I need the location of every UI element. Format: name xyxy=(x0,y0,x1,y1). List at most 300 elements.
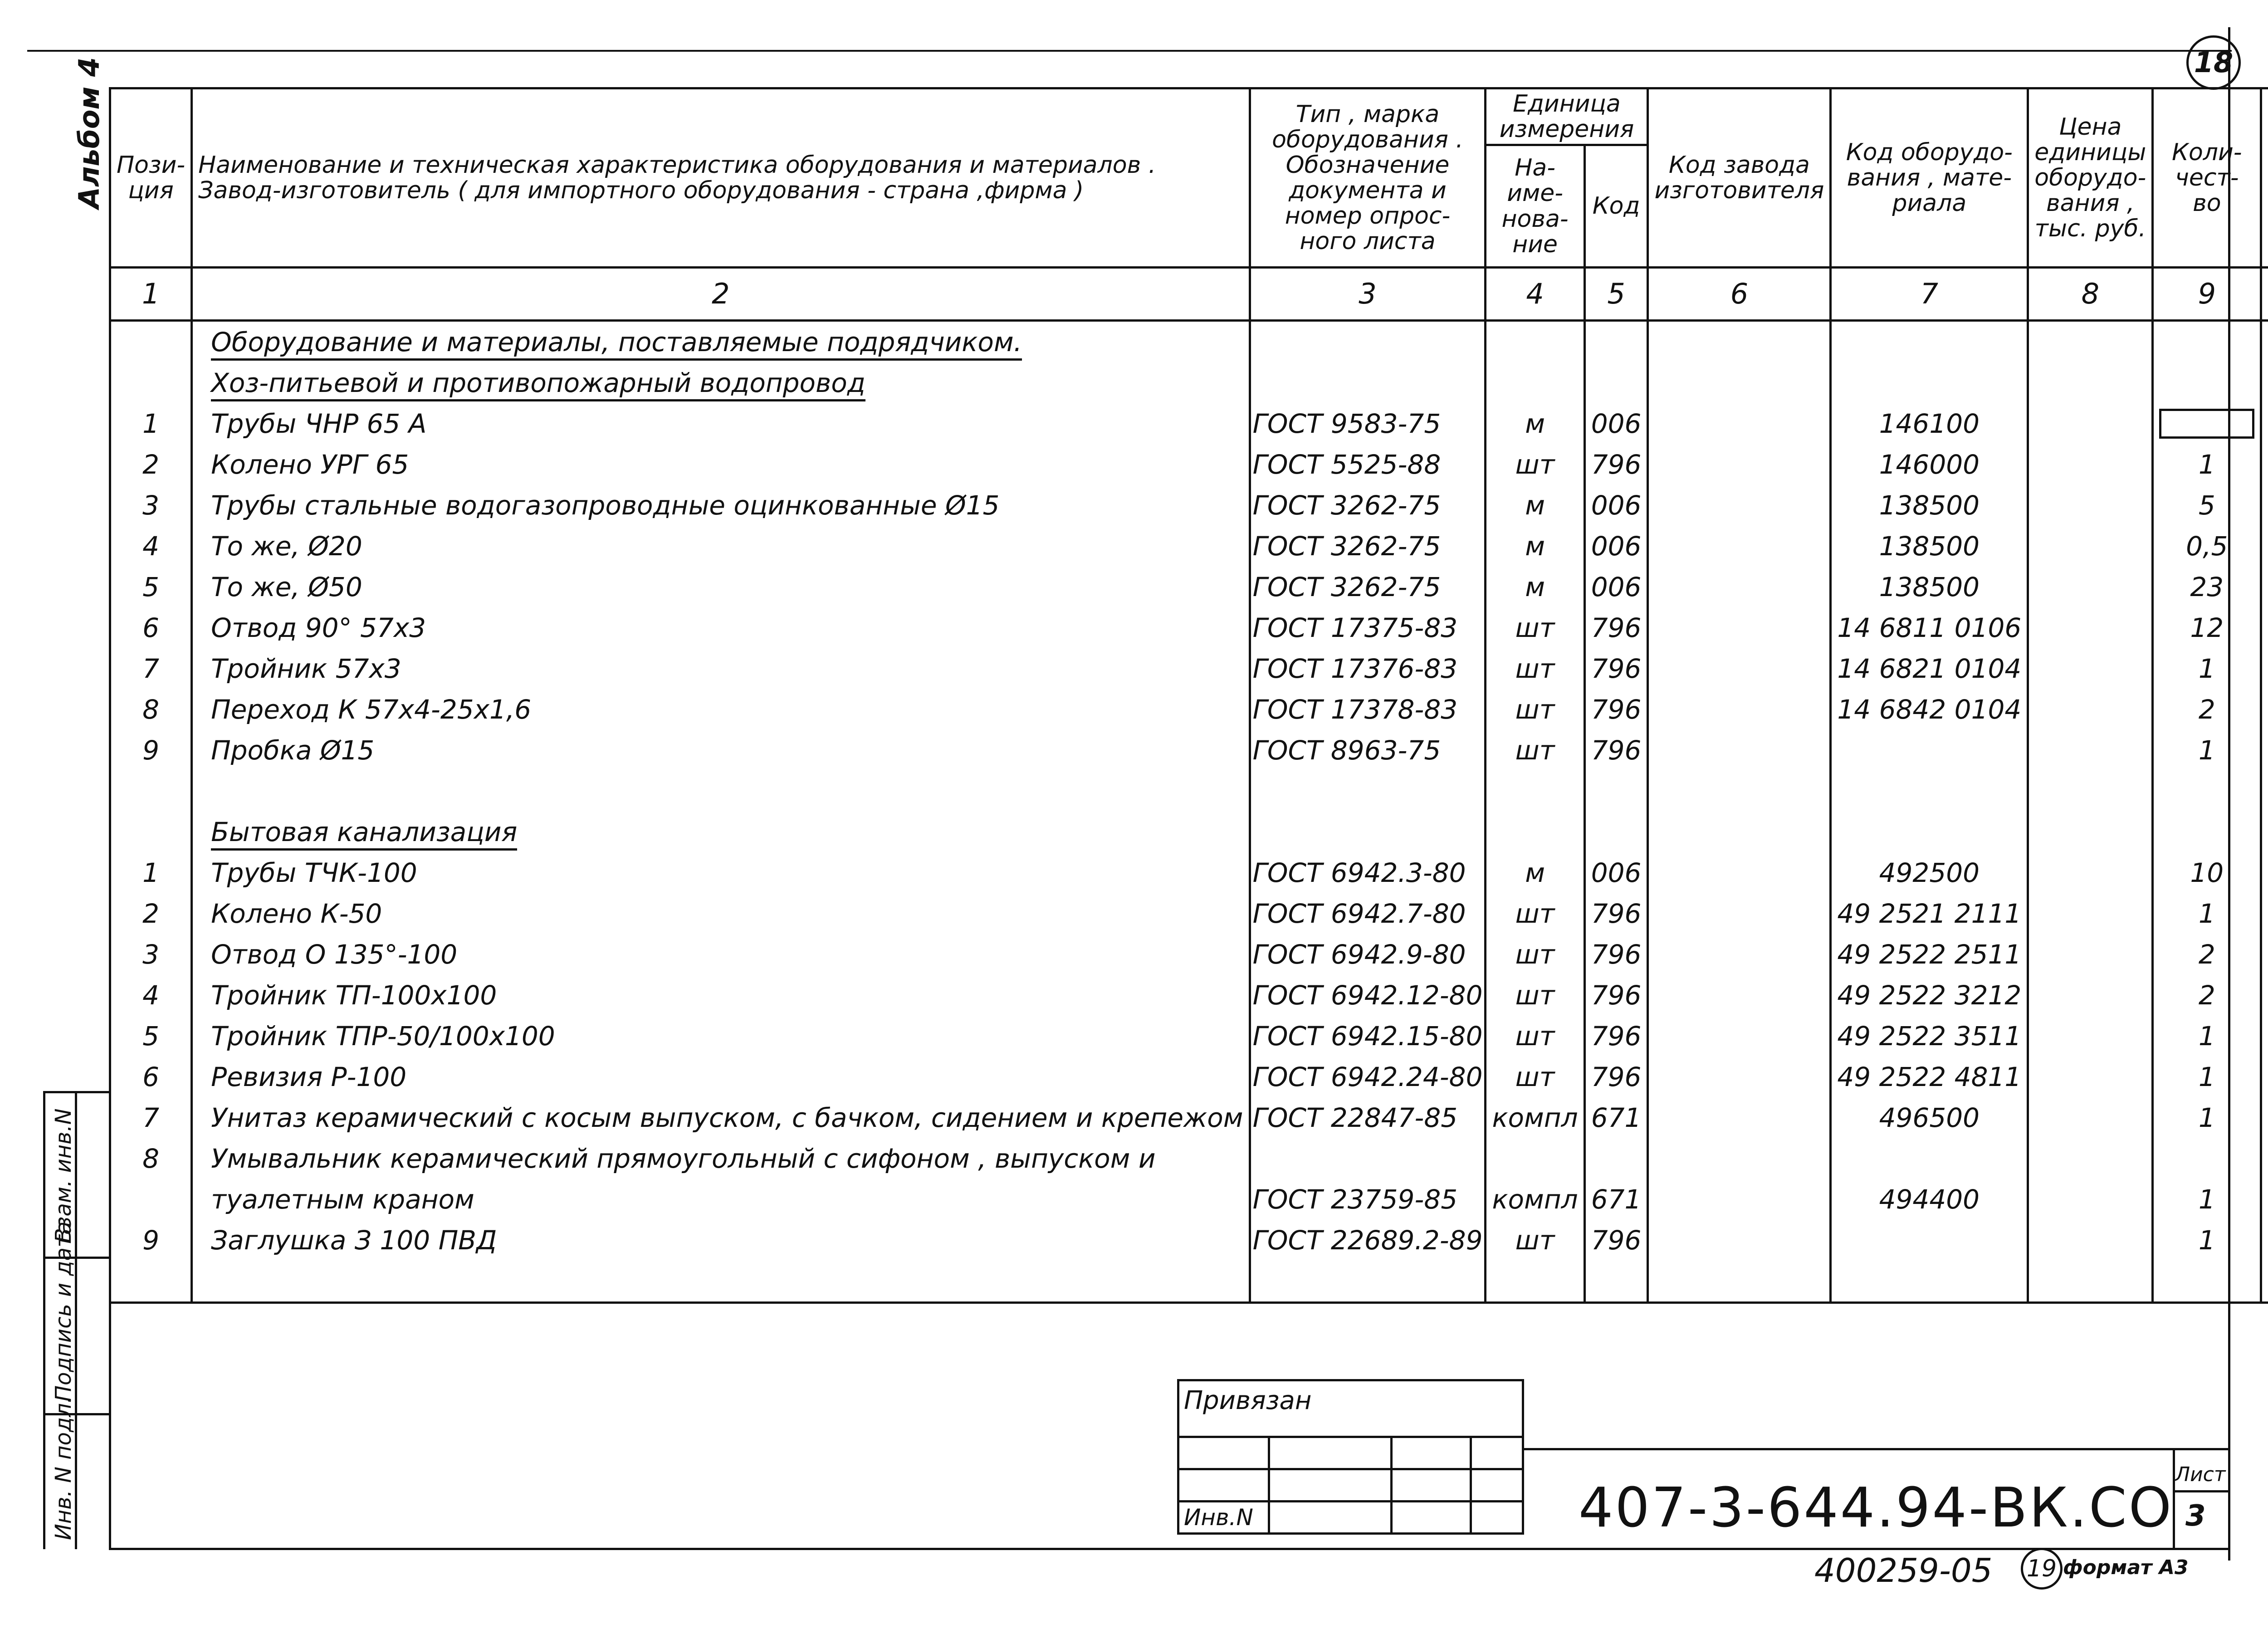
standard-cell: ГОСТ 3262-75 xyxy=(1250,567,1486,607)
table-row xyxy=(110,485,2268,526)
plant-code-cell xyxy=(1648,812,1831,852)
position-cell: 5 xyxy=(110,567,192,607)
quantity-cell xyxy=(2153,812,2261,852)
item-name-cell: Трубы ТЧК-100 xyxy=(192,852,1250,893)
item-name-cell: Колено УРГ 65 xyxy=(192,444,1250,485)
standard-cell: ГОСТ 17378-83 xyxy=(1250,689,1486,730)
mass-cell xyxy=(2261,1179,2268,1220)
position-cell: 3 xyxy=(110,485,192,526)
position-cell: 1 xyxy=(110,852,192,893)
standard-cell xyxy=(1250,321,1486,363)
header-name: Наименование и техническая характеристика оборудования и материалов . Завод-изготовитель ( для импортного оборудования - страна ,фирма ) xyxy=(192,88,1250,268)
unit-cell: м xyxy=(1486,403,1584,444)
price-cell xyxy=(2028,607,2153,648)
mass-cell xyxy=(2261,444,2268,485)
equipment-code-cell: 49 2522 4811 xyxy=(1831,1057,2028,1097)
position-cell: 1 xyxy=(110,403,192,444)
mass-cell xyxy=(2261,607,2268,648)
price-cell xyxy=(2028,1179,2153,1220)
plant-code-cell xyxy=(1648,648,1831,689)
mass-cell xyxy=(2261,485,2268,526)
header-mass xyxy=(2261,88,2268,268)
plant-code-cell xyxy=(1648,1097,1831,1138)
unit-code-cell: 671 xyxy=(1584,1179,1648,1220)
quantity-empty-box xyxy=(2159,409,2254,439)
quantity-cell: 2 xyxy=(2153,934,2261,975)
title-block-stamp xyxy=(1177,1379,1524,1535)
archive-circle: 19 xyxy=(2021,1548,2063,1590)
column-number: 5 xyxy=(1584,268,1648,321)
table-row xyxy=(110,321,2268,363)
quantity-cell: 1 xyxy=(2153,1016,2261,1057)
equipment-code-cell: 494400 xyxy=(1831,1179,2028,1220)
header-unit-name: На- име- нова- ние xyxy=(1486,145,1584,268)
specification-table xyxy=(109,87,2268,1304)
plant-code-cell xyxy=(1648,321,1831,363)
quantity-cell xyxy=(2153,321,2261,363)
unit-code-cell: 796 xyxy=(1584,444,1648,485)
item-name-cell: Бытовая канализация xyxy=(192,812,1250,852)
archive-number: 400259-05 xyxy=(1814,1551,1993,1590)
item-name-cell: Оборудование и материалы, поставляемые подрядчиком. xyxy=(192,321,1250,363)
quantity-cell: 10 xyxy=(2153,852,2261,893)
equipment-code-cell xyxy=(1831,1138,2028,1179)
standard-cell: ГОСТ 17376-83 xyxy=(1250,648,1486,689)
mass-cell xyxy=(2261,893,2268,934)
equipment-code-cell xyxy=(1831,1261,2028,1303)
plant-code-cell xyxy=(1648,852,1831,893)
price-cell xyxy=(2028,648,2153,689)
quantity-cell: 2 xyxy=(2153,689,2261,730)
item-name-cell: Хоз-питьевой и противопожарный водопровод xyxy=(192,362,1250,403)
standard-cell: ГОСТ 6942.24-80 xyxy=(1250,1057,1486,1097)
item-name-cell: То же, Ø50 xyxy=(192,567,1250,607)
standard-cell: ГОСТ 6942.3-80 xyxy=(1250,852,1486,893)
doc-code: 407-3-644.94-ВК.СО xyxy=(1579,1477,2174,1540)
standard-cell: ГОСТ 8963-75 xyxy=(1250,730,1486,771)
item-name-cell: То же, Ø20 xyxy=(192,526,1250,567)
mass-cell xyxy=(2261,934,2268,975)
price-cell xyxy=(2028,526,2153,567)
item-name-cell: Переход К 57х4-25х1,6 xyxy=(192,689,1250,730)
unit-cell: шт xyxy=(1486,1220,1584,1261)
unit-cell: шт xyxy=(1486,689,1584,730)
item-name-cell xyxy=(192,771,1250,812)
table-row xyxy=(110,1057,2268,1097)
equipment-code-cell: 14 6821 0104 xyxy=(1831,648,2028,689)
mass-cell xyxy=(2261,648,2268,689)
paper-format: формат А3 xyxy=(2063,1556,2189,1579)
plant-code-cell xyxy=(1648,1220,1831,1261)
position-cell xyxy=(110,771,192,812)
column-number: 2 xyxy=(192,268,1250,321)
equipment-code-cell: 138500 xyxy=(1831,485,2028,526)
plant-code-cell xyxy=(1648,975,1831,1016)
unit-cell: м xyxy=(1486,852,1584,893)
column-number: 7 xyxy=(1831,268,2028,321)
sheet-label: Лист xyxy=(2175,1463,2226,1486)
equipment-code-cell: 138500 xyxy=(1831,526,2028,567)
equipment-code-cell xyxy=(1831,321,2028,363)
equipment-code-cell: 14 6842 0104 xyxy=(1831,689,2028,730)
header-qty: Коли- чест- во xyxy=(2153,88,2261,268)
position-cell: 6 xyxy=(110,607,192,648)
table-row xyxy=(110,1261,2268,1303)
unit-code-cell: 796 xyxy=(1584,1220,1648,1261)
standard-cell xyxy=(1250,1138,1486,1179)
mass-cell xyxy=(2261,1220,2268,1261)
item-name-cell xyxy=(192,1261,1250,1303)
standard-cell: ГОСТ 5525-88 xyxy=(1250,444,1486,485)
header-unit: Единица измерения xyxy=(1486,88,1648,145)
position-cell: 9 xyxy=(110,730,192,771)
standard-cell: ГОСТ 6942.7-80 xyxy=(1250,893,1486,934)
mass-cell xyxy=(2261,852,2268,893)
table-row xyxy=(110,771,2268,812)
unit-code-cell xyxy=(1584,1138,1648,1179)
position-cell: 7 xyxy=(110,1097,192,1138)
position-cell: 7 xyxy=(110,648,192,689)
position-cell: 4 xyxy=(110,975,192,1016)
unit-code-cell: 006 xyxy=(1584,485,1648,526)
position-cell: 4 xyxy=(110,526,192,567)
side-label-replaced-inv: Взам. инв.N xyxy=(51,1108,76,1243)
standard-cell: ГОСТ 6942.12-80 xyxy=(1250,975,1486,1016)
plant-code-cell xyxy=(1648,403,1831,444)
table-row xyxy=(110,852,2268,893)
plant-code-cell xyxy=(1648,1261,1831,1303)
plant-code-cell xyxy=(1648,607,1831,648)
quantity-cell: 23 xyxy=(2153,567,2261,607)
position-cell xyxy=(110,812,192,852)
equipment-code-cell xyxy=(1831,1220,2028,1261)
equipment-code-cell: 492500 xyxy=(1831,852,2028,893)
item-name-cell: Отвод О 135°-100 xyxy=(192,934,1250,975)
mass-cell xyxy=(2261,975,2268,1016)
column-number: 1 xyxy=(110,268,192,321)
stamp-bound-label: Привязан xyxy=(1178,1380,1523,1437)
price-cell xyxy=(2028,1138,2153,1179)
unit-cell: м xyxy=(1486,567,1584,607)
plant-code-cell xyxy=(1648,1179,1831,1220)
position-cell xyxy=(110,1179,192,1220)
equipment-code-cell: 49 2522 3212 xyxy=(1831,975,2028,1016)
equipment-code-cell: 49 2522 3511 xyxy=(1831,1016,2028,1057)
stamp-inv-label: Инв.N xyxy=(1178,1502,1269,1534)
plant-code-cell xyxy=(1648,485,1831,526)
unit-code-cell: 006 xyxy=(1584,852,1648,893)
item-name-cell: Унитаз керамический с косым выпуском, с бачком, сидением и крепежом xyxy=(192,1097,1250,1138)
mass-cell xyxy=(2261,1057,2268,1097)
price-cell xyxy=(2028,321,2153,363)
unit-code-cell xyxy=(1584,771,1648,812)
unit-code-cell xyxy=(1584,321,1648,363)
plant-code-cell xyxy=(1648,934,1831,975)
unit-cell: м xyxy=(1486,526,1584,567)
price-cell xyxy=(2028,1057,2153,1097)
price-cell xyxy=(2028,975,2153,1016)
table-row xyxy=(110,1016,2268,1057)
item-name-cell: Пробка Ø15 xyxy=(192,730,1250,771)
item-name-cell: Тройник ТП-100х100 xyxy=(192,975,1250,1016)
item-name-cell: Колено К-50 xyxy=(192,893,1250,934)
table-row xyxy=(110,1097,2268,1138)
unit-code-cell xyxy=(1584,362,1648,403)
quantity-cell xyxy=(2153,1261,2261,1303)
item-name-cell: Трубы ЧНР 65 А xyxy=(192,403,1250,444)
quantity-cell xyxy=(2153,1138,2261,1179)
mass-cell xyxy=(2261,730,2268,771)
equipment-code-cell: 14 6811 0106 xyxy=(1831,607,2028,648)
unit-cell: шт xyxy=(1486,730,1584,771)
unit-code-cell: 671 xyxy=(1584,1097,1648,1138)
unit-code-cell: 796 xyxy=(1584,730,1648,771)
unit-cell: компл xyxy=(1486,1097,1584,1138)
equipment-code-cell: 146100 xyxy=(1831,403,2028,444)
unit-cell: шт xyxy=(1486,1016,1584,1057)
unit-code-cell: 796 xyxy=(1584,893,1648,934)
price-cell xyxy=(2028,1016,2153,1057)
unit-code-cell: 796 xyxy=(1584,1057,1648,1097)
item-name-cell: Тройник 57х3 xyxy=(192,648,1250,689)
standard-cell: ГОСТ 22689.2-89 xyxy=(1250,1220,1486,1261)
side-label-signature-date: Подпись и дата xyxy=(51,1221,76,1402)
column-number: 4 xyxy=(1486,268,1584,321)
unit-cell xyxy=(1486,1261,1584,1303)
header-plant-code: Код завода изготовителя xyxy=(1648,88,1831,268)
position-cell: 9 xyxy=(110,1220,192,1261)
unit-cell: компл xyxy=(1486,1179,1584,1220)
quantity-cell: 5 xyxy=(2153,485,2261,526)
unit-code-cell: 796 xyxy=(1584,648,1648,689)
item-name-cell: Тройник ТПР-50/100х100 xyxy=(192,1016,1250,1057)
plant-code-cell xyxy=(1648,567,1831,607)
unit-code-cell xyxy=(1584,812,1648,852)
price-cell xyxy=(2028,567,2153,607)
table-row xyxy=(110,567,2268,607)
price-cell xyxy=(2028,1220,2153,1261)
position-cell: 3 xyxy=(110,934,192,975)
table-row xyxy=(110,607,2268,648)
unit-code-cell: 796 xyxy=(1584,607,1648,648)
position-cell xyxy=(110,321,192,363)
unit-cell: м xyxy=(1486,485,1584,526)
plant-code-cell xyxy=(1648,1057,1831,1097)
standard-cell xyxy=(1250,362,1486,403)
table-row xyxy=(110,1138,2268,1179)
unit-cell: шт xyxy=(1486,444,1584,485)
quantity-cell: 1 xyxy=(2153,444,2261,485)
table-row xyxy=(110,362,2268,403)
quantity-cell: 1 xyxy=(2153,648,2261,689)
quantity-cell xyxy=(2153,771,2261,812)
table-row xyxy=(110,812,2268,852)
price-cell xyxy=(2028,444,2153,485)
header-equip-code: Код оборудо- вания , мате- риала xyxy=(1831,88,2028,268)
album-label: Альбом 4 xyxy=(73,57,106,209)
mass-cell xyxy=(2261,321,2268,363)
plant-code-cell xyxy=(1648,1016,1831,1057)
unit-cell: шт xyxy=(1486,934,1584,975)
item-name-cell: туалетным краном xyxy=(192,1179,1250,1220)
price-cell xyxy=(2028,852,2153,893)
plant-code-cell xyxy=(1648,893,1831,934)
column-number: 6 xyxy=(1648,268,1831,321)
mass-cell xyxy=(2261,1261,2268,1303)
item-name-cell: Отвод 90° 57х3 xyxy=(192,607,1250,648)
price-cell xyxy=(2028,362,2153,403)
position-cell: 2 xyxy=(110,893,192,934)
equipment-code-cell: 138500 xyxy=(1831,567,2028,607)
mass-cell xyxy=(2261,567,2268,607)
standard-cell: ГОСТ 6942.15-80 xyxy=(1250,1016,1486,1057)
header-type: Тип , марка оборудования . Обозначение документа и номер опрос- ного листа xyxy=(1250,88,1486,268)
standard-cell: ГОСТ 3262-75 xyxy=(1250,485,1486,526)
mass-cell xyxy=(2261,1097,2268,1138)
column-number xyxy=(2261,268,2268,321)
position-cell: 5 xyxy=(110,1016,192,1057)
column-number: 9 xyxy=(2153,268,2261,321)
standard-cell: ГОСТ 6942.9-80 xyxy=(1250,934,1486,975)
quantity-cell xyxy=(2153,362,2261,403)
quantity-cell xyxy=(2153,403,2261,444)
price-cell xyxy=(2028,812,2153,852)
column-number: 3 xyxy=(1250,268,1486,321)
table-row xyxy=(110,934,2268,975)
header-price: Цена единицы оборудо- вания , тыс. руб. xyxy=(2028,88,2153,268)
equipment-code-cell xyxy=(1831,771,2028,812)
item-name-cell: Ревизия Р-100 xyxy=(192,1057,1250,1097)
quantity-cell: 1 xyxy=(2153,893,2261,934)
mass-cell xyxy=(2261,812,2268,852)
quantity-cell: 2 xyxy=(2153,975,2261,1016)
unit-cell xyxy=(1486,771,1584,812)
item-name-cell: Трубы стальные водогазопроводные оцинкованные Ø15 xyxy=(192,485,1250,526)
position-cell: 8 xyxy=(110,1138,192,1179)
price-cell xyxy=(2028,485,2153,526)
mass-cell xyxy=(2261,1016,2268,1057)
quantity-cell: 1 xyxy=(2153,730,2261,771)
table-row xyxy=(110,648,2268,689)
unit-cell xyxy=(1486,362,1584,403)
price-cell xyxy=(2028,934,2153,975)
table-row xyxy=(110,730,2268,771)
quantity-cell: 1 xyxy=(2153,1057,2261,1097)
equipment-code-cell xyxy=(1831,362,2028,403)
mass-cell xyxy=(2261,362,2268,403)
unit-cell xyxy=(1486,321,1584,363)
table-row xyxy=(110,1179,2268,1220)
price-cell xyxy=(2028,771,2153,812)
mass-cell xyxy=(2261,689,2268,730)
quantity-cell: 12 xyxy=(2153,607,2261,648)
standard-cell: ГОСТ 9583-75 xyxy=(1250,403,1486,444)
quantity-cell: 0,5 xyxy=(2153,526,2261,567)
table-row xyxy=(110,975,2268,1016)
unit-code-cell: 006 xyxy=(1584,526,1648,567)
sheet-circle: 18 xyxy=(2186,35,2241,90)
mass-cell xyxy=(2261,403,2268,444)
sheet-value: 3 xyxy=(2185,1499,2206,1533)
standard-cell xyxy=(1250,1261,1486,1303)
position-cell xyxy=(110,362,192,403)
plant-code-cell xyxy=(1648,362,1831,403)
unit-code-cell: 796 xyxy=(1584,689,1648,730)
table-row xyxy=(110,689,2268,730)
price-cell xyxy=(2028,893,2153,934)
mass-cell xyxy=(2261,771,2268,812)
unit-code-cell: 796 xyxy=(1584,934,1648,975)
table-row xyxy=(110,893,2268,934)
equipment-code-cell xyxy=(1831,730,2028,771)
standard-cell xyxy=(1250,771,1486,812)
price-cell xyxy=(2028,689,2153,730)
standard-cell: ГОСТ 17375-83 xyxy=(1250,607,1486,648)
price-cell xyxy=(2028,1097,2153,1138)
unit-code-cell: 796 xyxy=(1584,975,1648,1016)
unit-cell: шт xyxy=(1486,1057,1584,1097)
header-unit-code: Код xyxy=(1584,145,1648,268)
mass-cell xyxy=(2261,526,2268,567)
unit-code-cell: 006 xyxy=(1584,567,1648,607)
equipment-code-cell: 49 2522 2511 xyxy=(1831,934,2028,975)
plant-code-cell xyxy=(1648,1138,1831,1179)
plant-code-cell xyxy=(1648,689,1831,730)
position-cell: 6 xyxy=(110,1057,192,1097)
unit-cell xyxy=(1486,1138,1584,1179)
unit-code-cell: 796 xyxy=(1584,1016,1648,1057)
unit-cell: шт xyxy=(1486,975,1584,1016)
unit-code-cell: 006 xyxy=(1584,403,1648,444)
price-cell xyxy=(2028,403,2153,444)
plant-code-cell xyxy=(1648,771,1831,812)
equipment-code-cell: 496500 xyxy=(1831,1097,2028,1138)
unit-cell: шт xyxy=(1486,648,1584,689)
standard-cell: ГОСТ 22847-85 xyxy=(1250,1097,1486,1138)
table-row xyxy=(110,444,2268,485)
equipment-code-cell: 146000 xyxy=(1831,444,2028,485)
header-position: Пози- ция xyxy=(110,88,192,268)
position-cell: 8 xyxy=(110,689,192,730)
quantity-cell: 1 xyxy=(2153,1179,2261,1220)
table-row xyxy=(110,1220,2268,1261)
column-number: 8 xyxy=(2028,268,2153,321)
standard-cell: ГОСТ 3262-75 xyxy=(1250,526,1486,567)
unit-cell: шт xyxy=(1486,607,1584,648)
side-label-original-inv: Инв. N подл. xyxy=(51,1396,76,1540)
unit-code-cell xyxy=(1584,1261,1648,1303)
plant-code-cell xyxy=(1648,444,1831,485)
position-cell xyxy=(110,1261,192,1303)
plant-code-cell xyxy=(1648,730,1831,771)
equipment-code-cell xyxy=(1831,812,2028,852)
mass-cell xyxy=(2261,1138,2268,1179)
item-name-cell: Умывальник керамический прямоугольный с сифоном , выпуском и xyxy=(192,1138,1250,1179)
quantity-cell: 1 xyxy=(2153,1220,2261,1261)
item-name-cell: Заглушка З 100 ПВД xyxy=(192,1220,1250,1261)
quantity-cell: 1 xyxy=(2153,1097,2261,1138)
equipment-code-cell: 49 2521 2111 xyxy=(1831,893,2028,934)
position-cell: 2 xyxy=(110,444,192,485)
standard-cell xyxy=(1250,812,1486,852)
price-cell xyxy=(2028,730,2153,771)
plant-code-cell xyxy=(1648,526,1831,567)
price-cell xyxy=(2028,1261,2153,1303)
table-row xyxy=(110,526,2268,567)
table-row xyxy=(110,403,2268,444)
standard-cell: ГОСТ 23759-85 xyxy=(1250,1179,1486,1220)
unit-cell: шт xyxy=(1486,893,1584,934)
